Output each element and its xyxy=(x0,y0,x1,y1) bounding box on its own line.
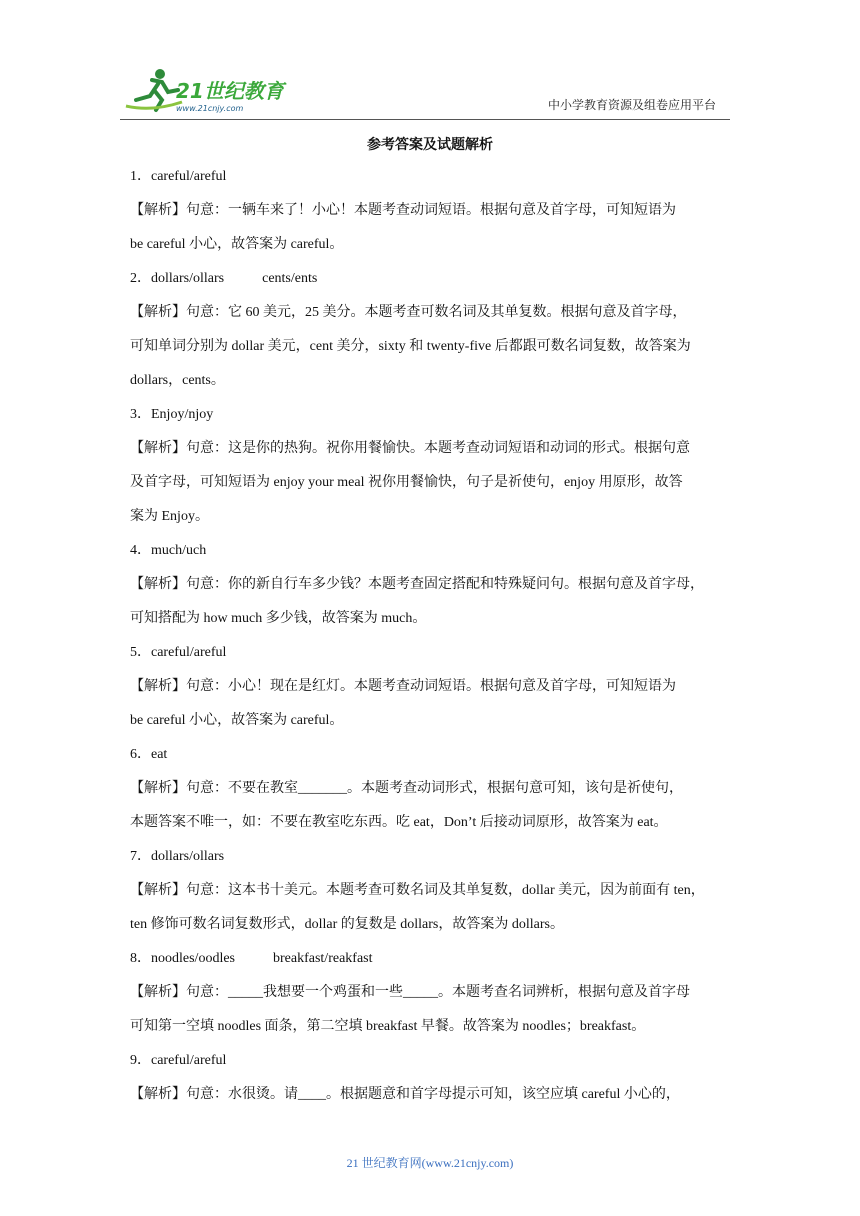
header-platform-text: 中小学教育资源及组卷应用平台 xyxy=(548,98,717,112)
answer-list xyxy=(130,160,730,1112)
analysis-line: 案为 Enjoy。 xyxy=(130,509,209,524)
page-title: 参考答案及试题解析 xyxy=(367,138,493,153)
analysis-line: 及首字母，可知短语为 enjoy your meal 祝你用餐愉快，句子是祈使句，enjoy 用原形，故答 xyxy=(130,475,683,490)
answer-line: 1．careful/areful xyxy=(130,169,227,184)
analysis-line: 本题答案不唯一，如：不要在教室吃东西。吃 eat，Don’t 后接动词原形，故答案为 eat。 xyxy=(130,815,668,830)
runner-logo-icon xyxy=(122,66,292,116)
analysis-line: 【解析】句意：_____我想要一个鸡蛋和一些_____。本题考查名词辨析，根据句意及首字母 xyxy=(130,985,690,1000)
answer-line: 9．careful/areful xyxy=(130,1053,227,1068)
logo xyxy=(122,66,292,116)
analysis-line: 【解析】句意：不要在教室_______。本题考查动词形式，根据句意可知，该句是祈使句， xyxy=(130,781,683,796)
analysis-line: be careful 小心，故答案为 careful。 xyxy=(130,237,344,252)
answer-line: 2．dollars/ollars cents/ents xyxy=(130,271,318,286)
answer-line: 7．dollars/ollars xyxy=(130,849,225,864)
analysis-line: 【解析】句意：一辆车来了！小心！本题考查动词短语。根据句意及首字母，可知短语为 xyxy=(130,203,676,218)
svg-text:21世纪教育: 21世纪教育 xyxy=(176,79,284,103)
header-divider xyxy=(120,119,730,120)
analysis-line: ten 修饰可数名词复数形式，dollar 的复数是 dollars，故答案为 dollars。 xyxy=(130,917,564,932)
analysis-line: be careful 小心，故答案为 careful。 xyxy=(130,713,344,728)
analysis-line: 可知第一空填 noodles 面条，第二空填 breakfast 早餐。故答案为 noodles；breakfast。 xyxy=(130,1019,646,1034)
analysis-line: 【解析】句意：你的新自行车多少钱？本题考查固定搭配和特殊疑问句。根据句意及首字母， xyxy=(130,577,704,592)
analysis-line: 【解析】句意：这本书十美元。本题考查可数名词及其单复数，dollar 美元，因为前面有 ten， xyxy=(130,883,705,898)
answer-line: 6．eat xyxy=(130,747,168,762)
footer-link[interactable]: 21 世纪教育网(www.21cnjy.com) xyxy=(346,1156,514,1170)
analysis-line: 可知搭配为 how much 多少钱，故答案为 much。 xyxy=(130,611,427,626)
answer-line: 3．Enjoy/njoy xyxy=(130,407,214,422)
answer-line: 8．noodles/oodles breakfast/reakfast xyxy=(130,951,373,966)
svg-text:www.21cnjy.com: www.21cnjy.com xyxy=(176,104,244,113)
analysis-line: 【解析】句意：这是你的热狗。祝你用餐愉快。本题考查动词短语和动词的形式。根据句意 xyxy=(130,441,690,456)
answer-line: 5．careful/areful xyxy=(130,645,227,660)
analysis-line: 【解析】句意：小心！现在是红灯。本题考查动词短语。根据句意及首字母，可知短语为 xyxy=(130,679,676,694)
analysis-line: 【解析】句意：水很烫。请____。根据题意和首字母提示可知，该空应填 careful 小心的， xyxy=(130,1087,680,1102)
analysis-line: 【解析】句意：它 60 美元，25 美分。本题考查可数名词及其单复数。根据句意及首字母， xyxy=(130,305,687,320)
analysis-line: dollars，cents。 xyxy=(130,373,225,388)
answer-line: 4．much/uch xyxy=(130,543,207,558)
analysis-line: 可知单词分别为 dollar 美元，cent 美分，sixty 和 twenty-five 后都跟可数名词复数，故答案为 xyxy=(130,339,691,354)
